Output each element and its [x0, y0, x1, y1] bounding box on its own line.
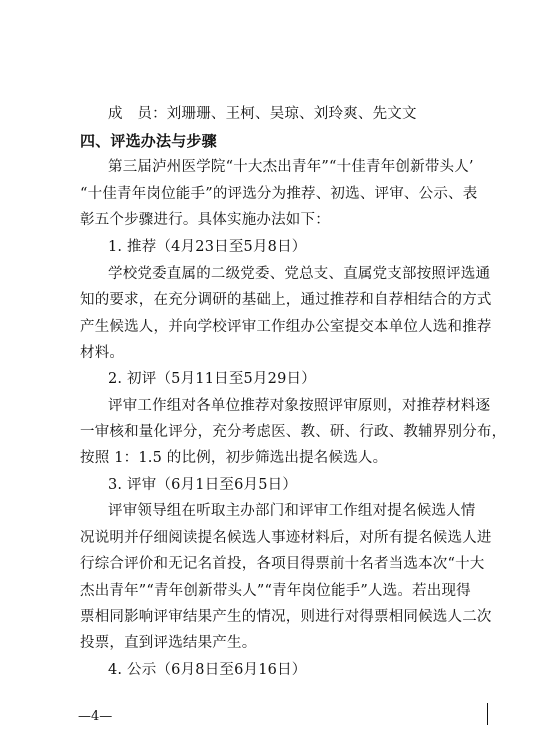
step-3-body-line-1: 评审领导组在听取主办部门和评审工作组对提名候选人情	[108, 503, 476, 519]
step-2-body-line-3: 按照 1：1.5 的比例，初步筛选出提名候选人。	[80, 450, 388, 466]
step-2-body-line-2: 一审核和量化评分，充分考虑医、教、研、行政、教辅界别分布，	[80, 424, 507, 440]
step-3-body-line-3: 行综合评价和无记名首投，各项目得票前十名者当选本次“十大	[80, 556, 485, 572]
step-3-title: 3. 评审（6月1日至6月5日）	[108, 477, 298, 493]
step-2-title: 2. 初评（5月11日至5月29日）	[108, 371, 316, 387]
intro-line-2: “十佳青年岗位能手”的评选分为推荐、初选、评审、公示、表	[80, 186, 478, 202]
intro-line-3: 彰五个步骤进行。具体实施办法如下：	[80, 212, 330, 228]
step-1-body-line-4: 材料。	[80, 345, 125, 361]
step-3-body-line-5: 票相同影响评审结果产生的情况，则进行对得票相同候选人二次	[80, 609, 492, 625]
step-3-body-line-2: 况说明并仔细阅读提名候选人事迹材料后，对所有提名候选人进	[80, 530, 492, 546]
section-heading: 四、评选办法与步骤	[80, 132, 217, 150]
margin-rule	[487, 703, 488, 725]
step-1-title: 1. 推荐（4月23日至5月8日）	[108, 239, 307, 255]
step-1-body-line-2: 知的要求，在充分调研的基础上，通过推荐和自荐相结合的方式	[80, 292, 492, 308]
step-1-body-line-1: 学校党委直属的二级党委、党总支、直属党支部按照评选通	[108, 266, 491, 282]
step-2-body-line-1: 评审工作组对各单位推荐对象按照评审原则，对推荐材料逐	[108, 398, 491, 414]
intro-line-1: 第三届泸州医学院“十大杰出青年”“十佳青年创新带头人’	[108, 159, 474, 175]
page-number: —4—	[78, 709, 113, 724]
step-1-body-line-3: 产生候选人，并向学校评审工作组办公室提交本单位人选和推荐	[80, 319, 492, 335]
members-line: 成 员：刘珊珊、王柯、吴琼、刘玲爽、先文文	[108, 106, 417, 122]
step-3-body-line-6: 投票，直到评选结果产生。	[80, 635, 257, 651]
step-3-body-line-4: 杰出青年”“青年创新带头人”“青年岗位能手”人选。若出现得	[80, 583, 471, 599]
step-4-title: 4. 公示（6月8日至6月16日）	[108, 662, 307, 678]
